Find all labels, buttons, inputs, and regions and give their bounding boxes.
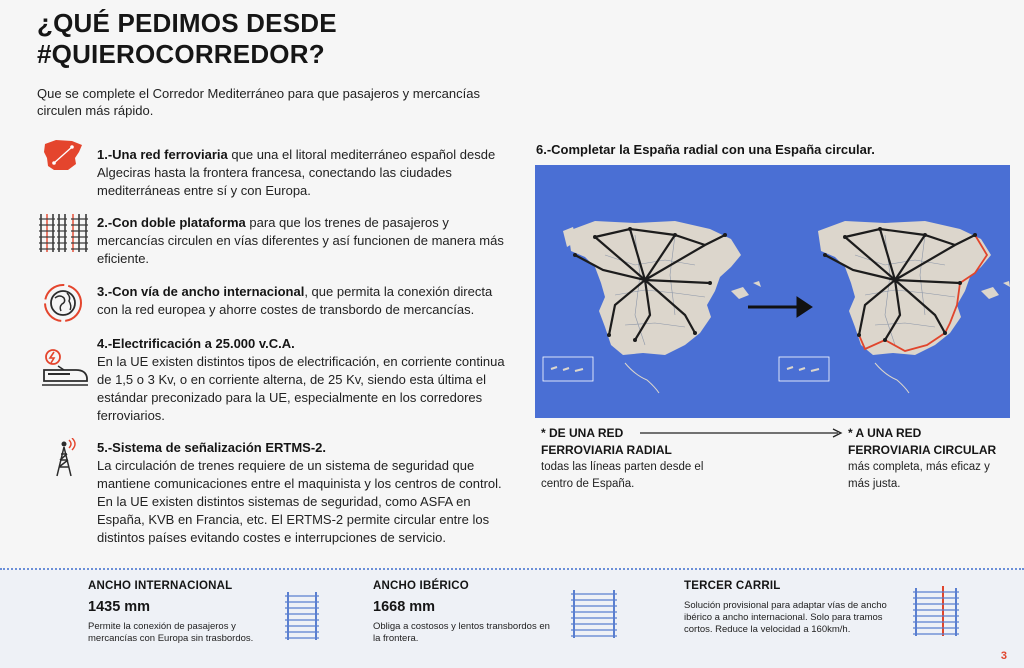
map-title: 6.-Completar la España radial con una España circular.	[536, 142, 875, 157]
caption-arrow	[640, 427, 845, 439]
signal-tower-icon	[50, 438, 82, 478]
circular-heading-1: * A UNA RED	[848, 426, 922, 440]
page-title	[37, 8, 337, 70]
radial-heading-2: FERROVIARIA RADIAL	[541, 443, 672, 457]
item-5	[97, 439, 512, 547]
footer-international-gauge	[88, 580, 273, 645]
radial-desc-1: todas las líneas parten desde el	[541, 461, 704, 473]
circular-heading-2: FERROVIARIA CIRCULAR	[848, 443, 997, 457]
item-2-heading: 2.-Con doble plataforma	[97, 215, 246, 230]
footer-iberian-gauge	[373, 580, 558, 645]
circular-network-map	[779, 221, 1010, 393]
item-1-heading: 1.-Una red ferroviaria	[97, 147, 228, 162]
electric-train-icon	[40, 348, 90, 388]
footer-value: 1435 mm	[88, 599, 151, 615]
item-2	[97, 214, 512, 268]
radial-network-map	[543, 221, 761, 393]
intro-text: Que se complete el Corredor Mediterráneo para que pasajeros y mercancías circulen más rápido.	[37, 86, 480, 118]
radial-heading-1: * DE UNA RED	[541, 426, 624, 440]
item-3	[97, 283, 512, 319]
track-gauge-icon	[571, 590, 617, 638]
item-5-text: La circulación de trenes requiere de un sistema de seguridad que mantiene comunicaciones entre el maquinista y los centros de control. En la UE existen distintos sistemas de seguridad, como ASFA en España, KVB en Francia, etc. El ERTMS-2 permite circular entre los distintos países evitando costes e interrupciones de servicio.	[97, 458, 502, 545]
item-4-text: En la UE existen distintos tipos de electrificación, en corriente continua de 1,5 o 3 Kv, o en corriente alterna, de 25 Kv, siendo esta última el estándar preconizado para la UE, especialmente en los corredores ferroviarios.	[97, 354, 505, 423]
double-track-icon	[39, 214, 91, 252]
footer-heading: TERCER CARRIL	[684, 580, 781, 592]
page-title-line2: #QUIEROCORREDOR?	[37, 39, 325, 69]
footer-desc: Permite la conexión de pasajeros y mercancías con Europa sin trasbordos.	[88, 621, 254, 644]
footer-value: 1668 mm	[373, 599, 436, 615]
track-gauge-icon	[285, 592, 319, 640]
item-3-heading: 3.-Con vía de ancho internacional	[97, 284, 305, 299]
footer	[0, 570, 1024, 668]
circular-desc-2: más justa.	[848, 478, 901, 490]
rail-network-maps	[535, 165, 1010, 418]
item-2-text: para que los trenes de pasajeros y mercancías circulen en vías diferentes y así funcionen de manera más eficiente.	[97, 215, 504, 266]
item-4-heading: 4.-Electrificación a 25.000 v.C.A.	[97, 336, 295, 351]
footer-third-rail	[684, 580, 899, 636]
maps-illustration	[535, 165, 1010, 418]
globe-icon	[42, 282, 84, 324]
footer-heading: ANCHO IBÉRICO	[373, 580, 469, 592]
page-title-line1: ¿QUÉ PEDIMOS DESDE	[37, 8, 337, 38]
item-1	[97, 146, 512, 200]
item-4	[97, 335, 512, 425]
spain-map-icon	[42, 138, 84, 172]
item-3-text: , que permita la conexión directa con la red europea y ahorre costes de transbordo de mercancías.	[97, 284, 493, 317]
transition-arrow	[748, 297, 812, 317]
radial-desc-2: centro de España.	[541, 478, 635, 490]
item-5-heading: 5.-Sistema de señalización ERTMS-2.	[97, 440, 327, 455]
footer-desc: Obliga a costosos y lentos transbordos en la frontera.	[373, 621, 550, 644]
third-rail-icon	[913, 586, 959, 636]
circular-caption	[848, 425, 996, 493]
footer-heading: ANCHO INTERNACIONAL	[88, 580, 233, 592]
item-1-text: que una el litoral mediterráneo español desde Algeciras hasta la frontera francesa, conectando las ciudades mediterráneas entre sí y con Europa.	[97, 147, 496, 198]
footer-desc: Solución provisional para adaptar vías de ancho ibérico a ancho internacional. Solo para tramos cortos. Reduce la velocidad a 160km/h.	[684, 600, 887, 635]
circular-desc-1: más completa, más eficaz y	[848, 461, 990, 473]
page-number: 3	[1000, 650, 1007, 662]
